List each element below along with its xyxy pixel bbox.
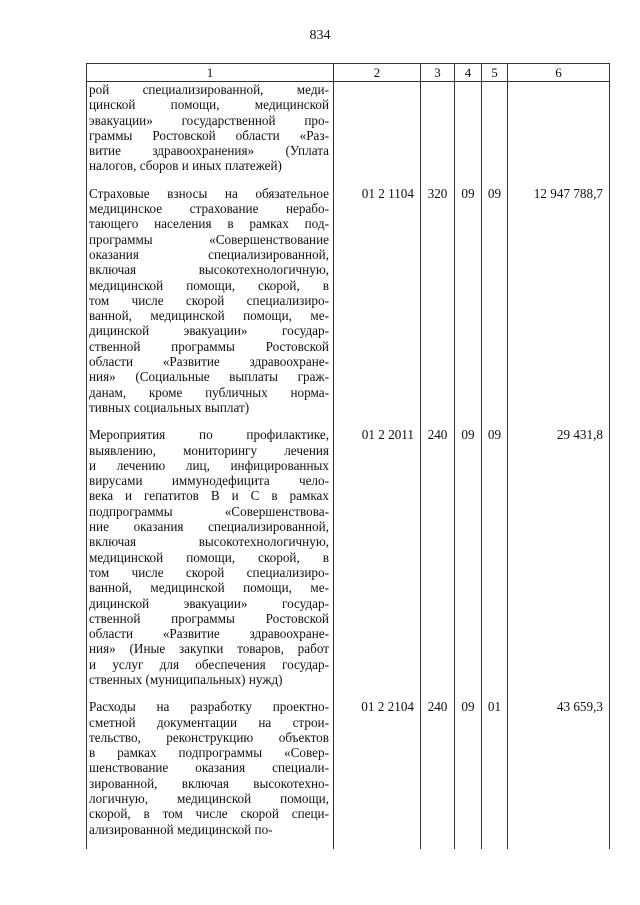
description-line: цинской помощи, медицинской <box>89 97 329 113</box>
description-line: ализированной медицинской по- <box>89 821 273 837</box>
column-header-subsection: 5 <box>482 64 508 82</box>
description-line: оказания специализированной, <box>89 246 329 262</box>
description-line: области «Развитие здравоохране- <box>89 626 329 642</box>
row-subsection: 09 <box>482 427 508 699</box>
row-expense-type: 240 <box>421 427 455 699</box>
description-line: и лечению лиц, инфицированных <box>89 457 329 473</box>
table-body <box>87 82 610 849</box>
description-line: том числе скорой специализиро- <box>89 564 329 580</box>
description-line: логичную, медицинской помощи, <box>89 791 329 807</box>
description-line: том числе скорой специализиро- <box>89 292 329 308</box>
description-line: ние оказания специализированной, <box>89 519 329 535</box>
row-target-code: 01 2 2011 <box>334 427 421 699</box>
row-amount: 12 947 788,7 <box>508 186 610 427</box>
table-header-row <box>87 64 610 82</box>
description-line: в рамках подпрограммы «Совер- <box>89 745 329 761</box>
description-line: дицинской эвакуации» государ- <box>89 595 329 611</box>
description-line: зированной, включая высокотехно- <box>89 775 329 791</box>
description-line: Мероприятия по профилактике, <box>89 427 329 443</box>
table-row <box>87 427 610 699</box>
description-line: сметной документации на строи- <box>89 714 329 730</box>
description-line: выявлению, мониторингу лечения <box>89 442 329 458</box>
description-line: Страховые взносы на обязательное <box>89 185 329 201</box>
description-line: ванной, медицинской помощи, ме- <box>89 308 329 324</box>
description-line: шенствование оказания специали- <box>89 760 329 776</box>
description-line: эвакуации» государственной про- <box>89 112 329 128</box>
row-description <box>87 427 334 699</box>
description-line: граммы Ростовской области «Раз- <box>89 127 329 143</box>
description-line: ственной программы Ростовской <box>89 338 329 354</box>
table-row <box>87 82 610 186</box>
row-target-code: 01 2 2104 <box>334 699 421 849</box>
description-line: тельство, реконструкцию объектов <box>89 729 329 745</box>
row-target-code: 01 2 1104 <box>334 186 421 427</box>
row-section: 09 <box>455 186 482 427</box>
column-header-target-code: 2 <box>334 64 421 82</box>
row-target-code <box>334 82 421 186</box>
row-amount: 29 431,8 <box>508 427 610 699</box>
column-header-amount: 6 <box>508 64 610 82</box>
description-line: тивных социальных выплат) <box>89 399 250 415</box>
description-line: вирусами иммунодефицита чело- <box>89 473 329 489</box>
row-description <box>87 699 334 849</box>
description-line: ванной, медицинской помощи, ме- <box>89 580 329 596</box>
row-expense-type: 240 <box>421 699 455 849</box>
budget-table <box>86 63 610 849</box>
description-line: программы «Совершенствование <box>89 231 329 247</box>
column-header-section: 4 <box>455 64 482 82</box>
row-amount: 43 659,3 <box>508 699 610 849</box>
description-line: включая высокотехнологичную, <box>89 262 329 278</box>
row-subsection <box>482 82 508 186</box>
row-subsection: 01 <box>482 699 508 849</box>
description-line: дицинской эвакуации» государ- <box>89 323 329 339</box>
description-line: ственной программы Ростовской <box>89 610 329 626</box>
description-line: и услуг для обеспечения государ- <box>89 656 329 672</box>
description-line: медицинской помощи, скорой, в <box>89 277 329 293</box>
description-line: области «Развитие здравоохране- <box>89 354 329 370</box>
description-line: подпрограммы «Совершенствова- <box>89 503 329 519</box>
page-number: 834 <box>309 28 331 43</box>
description-line: витие здравоохранения» (Уплата <box>89 143 329 159</box>
description-line: скорой, в том числе скорой специ- <box>89 806 329 822</box>
description-line: медицинское страхование нерабо- <box>89 201 329 217</box>
table-row <box>87 699 610 849</box>
description-line: тающего населения в рамках под- <box>89 216 329 232</box>
column-header-expense-type: 3 <box>421 64 455 82</box>
row-amount <box>508 82 610 186</box>
description-line: ния» (Социальные выплаты граж- <box>89 369 329 385</box>
description-line: ния» (Иные закупки товаров, работ <box>89 641 329 657</box>
row-section: 09 <box>455 699 482 849</box>
description-line: Расходы на разработку проектно- <box>89 699 329 715</box>
row-expense-type <box>421 82 455 186</box>
column-header-description: 1 <box>87 64 334 82</box>
row-expense-type: 320 <box>421 186 455 427</box>
row-section <box>455 82 482 186</box>
description-line: медицинской помощи, скорой, в <box>89 549 329 565</box>
row-subsection: 09 <box>482 186 508 427</box>
description-line: века и гепатитов B и C в рамках <box>89 488 329 504</box>
row-section: 09 <box>455 427 482 699</box>
description-line: рой специализированной, меди- <box>89 82 329 97</box>
table-row <box>87 186 610 427</box>
description-line: включая высокотехнологичную, <box>89 534 329 550</box>
description-line: налогов, сборов и иных платежей) <box>89 158 282 174</box>
row-description <box>87 186 334 427</box>
row-description <box>87 82 334 186</box>
description-line: данам, кроме публичных норма- <box>89 384 329 400</box>
description-line: ственных (муниципальных) нужд) <box>89 671 283 687</box>
